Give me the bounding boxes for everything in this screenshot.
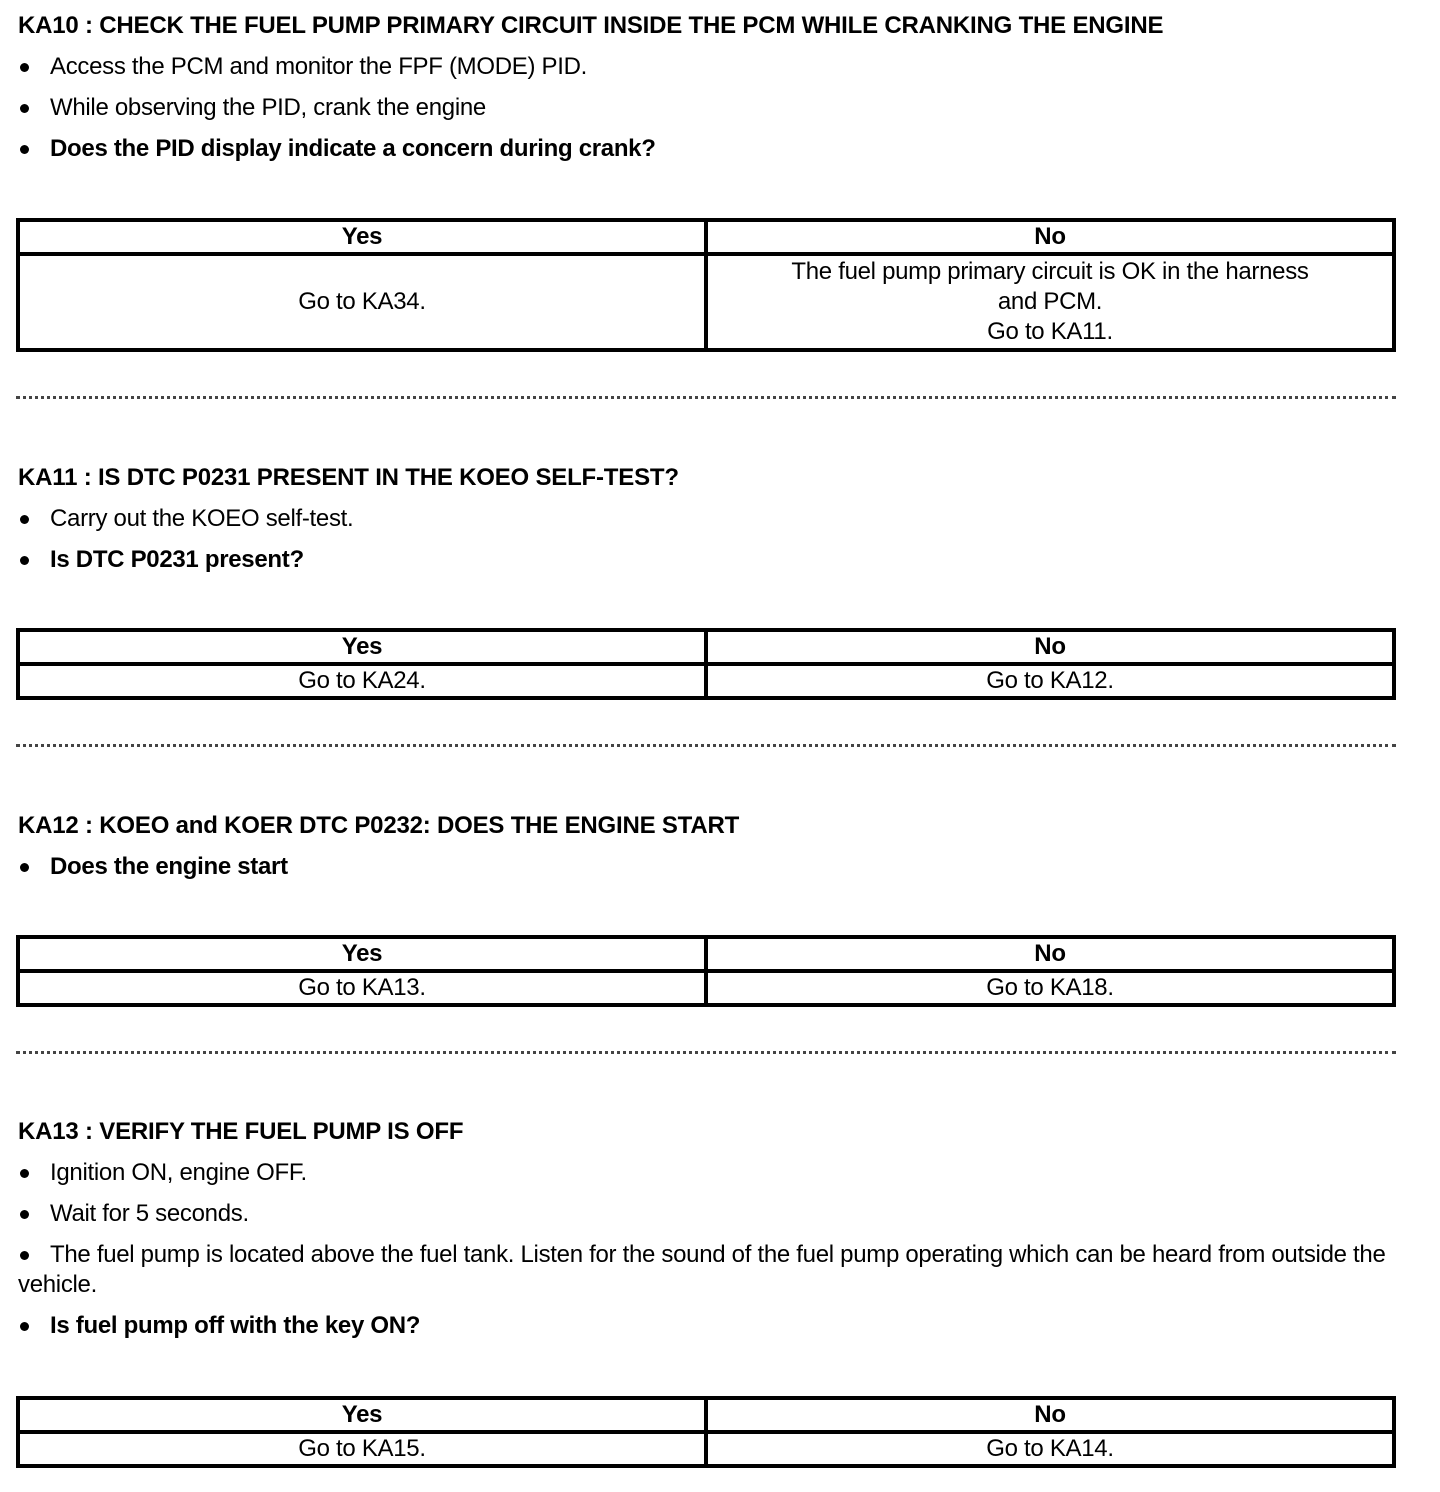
no-action: Go to KA14. — [706, 1432, 1394, 1466]
bullet-icon — [20, 556, 29, 565]
step-heading: KA13 : VERIFY THE FUEL PUMP IS OFF — [18, 1118, 464, 1145]
question-bullet: Does the PID display indicate a concern during crank? — [18, 134, 1396, 164]
section-divider — [16, 744, 1396, 747]
no-action: Go to KA18. — [706, 971, 1394, 1005]
question-bullet: Is DTC P0231 present? — [18, 545, 1396, 575]
yes-action: Go to KA24. — [18, 664, 706, 698]
instruction-bullet: Access the PCM and monitor the FPF (MODE) PID. — [18, 52, 1396, 82]
step-heading: KA10 : CHECK THE FUEL PUMP PRIMARY CIRCUIT INSIDE THE PCM WHILE CRANKING THE ENGINE — [18, 12, 1164, 39]
section-divider — [16, 1051, 1396, 1054]
bullet-icon — [20, 145, 29, 154]
yes-action: Go to KA13. — [18, 971, 706, 1005]
question-bullet: Does the engine start — [18, 852, 1396, 882]
yes-action: Go to KA15. — [18, 1432, 706, 1466]
section-ka12 — [18, 812, 1396, 882]
question-bullet: Is fuel pump off with the key ON? — [18, 1311, 1396, 1341]
bullet-icon — [20, 1210, 29, 1219]
decision-table — [16, 218, 1396, 352]
instruction-bullet: Carry out the KOEO self-test. — [18, 504, 1396, 534]
bullet-icon — [20, 1322, 29, 1331]
instruction-bullet: Ignition ON, engine OFF. — [18, 1158, 1396, 1188]
decision-table — [16, 1396, 1396, 1468]
bullet-icon — [20, 63, 29, 72]
section-ka11 — [18, 464, 1396, 575]
no-action: The fuel pump primary circuit is OK in the harness and PCM. Go to KA11. — [706, 254, 1394, 350]
bullet-icon — [20, 104, 29, 113]
yes-header: Yes — [18, 220, 706, 254]
no-header: No — [706, 1398, 1394, 1432]
bullet-icon — [20, 1169, 29, 1178]
decision-table — [16, 935, 1396, 1007]
section-divider — [16, 396, 1396, 399]
yes-header: Yes — [18, 1398, 706, 1432]
no-action: Go to KA12. — [706, 664, 1394, 698]
step-heading: KA12 : KOEO and KOER DTC P0232: DOES THE ENGINE START — [18, 812, 740, 839]
no-header: No — [706, 937, 1394, 971]
bullet-icon — [20, 1251, 29, 1260]
yes-header: Yes — [18, 630, 706, 664]
instruction-bullet: While observing the PID, crank the engine — [18, 93, 1396, 123]
yes-header: Yes — [18, 937, 706, 971]
instruction-bullet: Wait for 5 seconds. — [18, 1199, 1396, 1229]
bullet-icon — [20, 863, 29, 872]
no-header: No — [706, 220, 1394, 254]
yes-action: Go to KA34. — [18, 254, 706, 350]
instruction-bullet: The fuel pump is located above the fuel tank. Listen for the sound of the fuel pump operating which can be heard from outside the vehicle. — [18, 1241, 1386, 1298]
bullet-icon — [20, 515, 29, 524]
no-header: No — [706, 630, 1394, 664]
step-heading: KA11 : IS DTC P0231 PRESENT IN THE KOEO SELF-TEST? — [18, 464, 679, 491]
decision-table — [16, 628, 1396, 700]
section-ka10 — [18, 12, 1396, 164]
section-ka13 — [18, 1118, 1396, 1341]
